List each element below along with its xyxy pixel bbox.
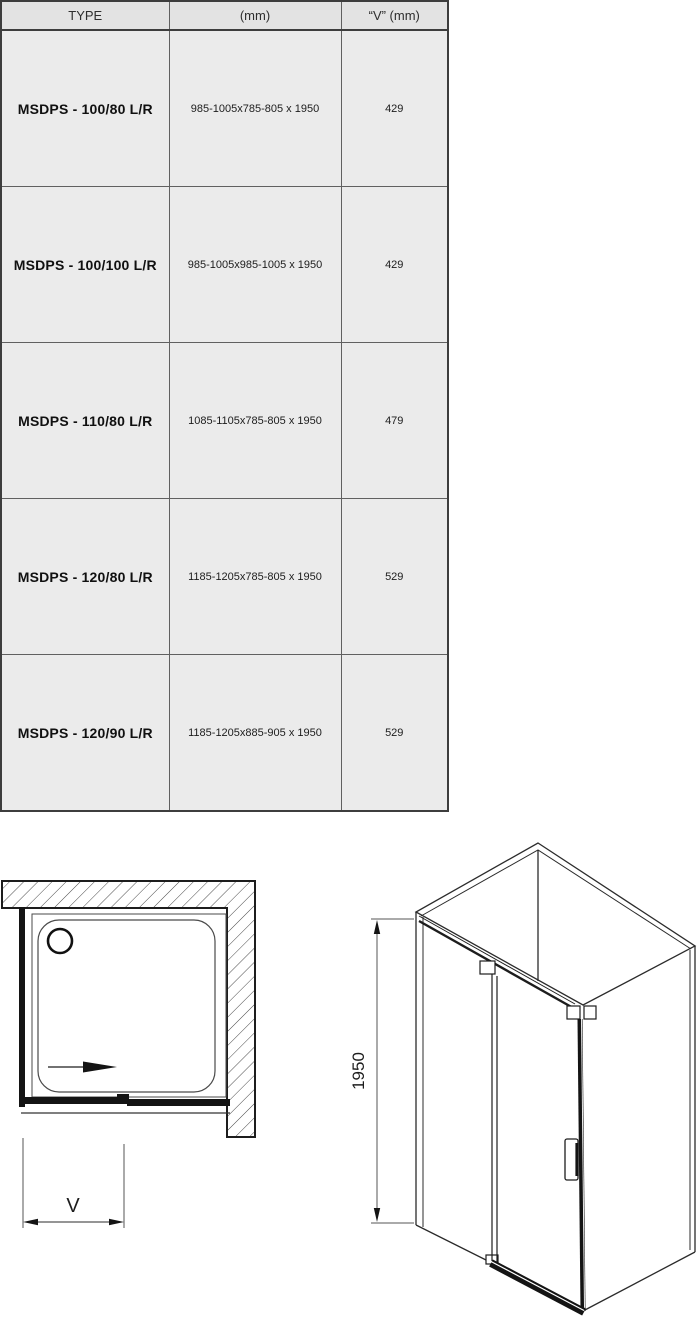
- type-cell: MSDPS - 100/80 L/R: [1, 30, 169, 187]
- door-handle: [565, 1139, 578, 1180]
- fixed-panel-profile: [19, 907, 25, 1107]
- table-row: [1, 343, 448, 499]
- corner-post: [580, 1019, 585, 1311]
- table-row: [1, 30, 448, 187]
- table-row: [1, 187, 448, 343]
- dimensions-cell: 985-1005x985-1005 x 1950: [169, 187, 341, 343]
- v-cell: 479: [341, 343, 448, 499]
- iso-view-diagram: [330, 835, 700, 1317]
- v-cell: 429: [341, 187, 448, 343]
- dimensions-cell: 1185-1205x885-905 x 1950: [169, 655, 341, 812]
- enclosure-frame: [416, 843, 695, 1311]
- header-mm: (mm): [169, 1, 341, 30]
- dimensions-cell: 1085-1105x785-805 x 1950: [169, 343, 341, 499]
- height-dimension-label: 1950: [349, 1052, 368, 1090]
- header-v: “V” (mm): [341, 1, 448, 30]
- type-cell: MSDPS - 120/80 L/R: [1, 499, 169, 655]
- type-cell: MSDPS - 110/80 L/R: [1, 343, 169, 499]
- bottom-rail: [491, 1262, 584, 1313]
- dimensions-cell: 1185-1205x785-805 x 1950: [169, 499, 341, 655]
- drain-circle: [48, 929, 72, 953]
- v-dimension-label: V: [66, 1195, 80, 1217]
- v-cell: 529: [341, 655, 448, 812]
- table-row: [1, 655, 448, 812]
- plan-view-diagram: [0, 850, 290, 1270]
- dimensions-cell: 985-1005x785-805 x 1950: [169, 30, 341, 187]
- size-spec-table: [0, 0, 449, 812]
- type-cell: MSDPS - 120/90 L/R: [1, 655, 169, 812]
- header-type: TYPE: [1, 1, 169, 30]
- type-cell: MSDPS - 100/100 L/R: [1, 187, 169, 343]
- height-dimension: [371, 919, 414, 1223]
- door-frame: [492, 974, 497, 1262]
- v-cell: 429: [341, 30, 448, 187]
- table-header-row: [1, 1, 448, 30]
- table-row: [1, 499, 448, 655]
- v-cell: 529: [341, 499, 448, 655]
